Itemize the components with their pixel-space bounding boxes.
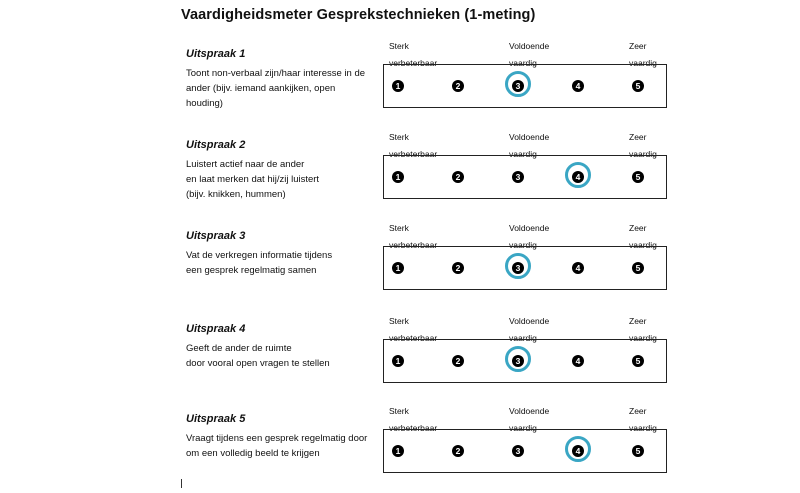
text-cursor <box>181 479 182 488</box>
scale-label-line: verbeterbaar <box>389 423 438 433</box>
rating-option-3[interactable]: 3 <box>512 262 524 274</box>
selected-rating-circle <box>505 253 531 279</box>
rating-option-3[interactable]: 3 <box>512 80 524 92</box>
scale-label-line: Sterk <box>389 223 409 233</box>
rating-option-5[interactable]: 5 <box>632 171 644 183</box>
statement-line: Toont non-verbaal zijn/haar interesse in de <box>186 68 366 79</box>
rating-option-5[interactable]: 5 <box>632 262 644 274</box>
statement-line: en laat merken dat hij/zij luistert <box>186 174 320 185</box>
statement-3 <box>0 218 800 310</box>
scale-label-line: verbeterbaar <box>389 240 438 250</box>
statement-line: door vooral open vragen te stellen <box>186 358 330 369</box>
scale-label-line: vaardig <box>629 149 657 159</box>
scale-label-line: Zeer <box>629 406 647 416</box>
rating-option-4[interactable]: 4 <box>572 80 584 92</box>
scale-label-line: verbeterbaar <box>389 58 438 68</box>
scale-label-line: Zeer <box>629 316 647 326</box>
scale-label-line: vaardig <box>629 333 657 343</box>
scale-label-line: Sterk <box>389 132 409 142</box>
rating-option-1[interactable]: 1 <box>392 80 404 92</box>
scale-label-line: vaardig <box>509 333 537 343</box>
statement-line: Vat de verkregen informatie tijdens <box>186 250 333 261</box>
scale-label-line: Zeer <box>629 41 647 51</box>
rating-option-3[interactable]: 3 <box>512 355 524 367</box>
rating-option-2[interactable]: 2 <box>452 262 464 274</box>
scale-label-line: vaardig <box>509 423 537 433</box>
selected-rating-circle <box>565 436 591 462</box>
rating-scale <box>383 155 667 199</box>
statement-heading: Uitspraak 4 <box>186 323 246 335</box>
rating-option-3[interactable]: 3 <box>512 171 524 183</box>
statement-line: Luistert actief naar de ander <box>186 159 305 170</box>
statement-line: Geeft de ander de ruimte <box>186 343 292 354</box>
statement-text <box>186 248 386 278</box>
rating-option-5[interactable]: 5 <box>632 355 644 367</box>
rating-option-1[interactable]: 1 <box>392 171 404 183</box>
statement-heading: Uitspraak 5 <box>186 413 246 425</box>
selected-rating-circle <box>565 162 591 188</box>
scale-label-line: vaardig <box>629 58 657 68</box>
statement-4 <box>0 311 800 403</box>
rating-option-4[interactable]: 4 <box>572 445 584 457</box>
scale-label-line: Sterk <box>389 406 409 416</box>
scale-label-line: Zeer <box>629 132 647 142</box>
statement-heading: Uitspraak 1 <box>186 48 246 60</box>
scale-label-line: Sterk <box>389 41 409 51</box>
rating-option-2[interactable]: 2 <box>452 445 464 457</box>
rating-option-2[interactable]: 2 <box>452 355 464 367</box>
scale-label-line: Voldoende <box>509 132 550 142</box>
scale-label-line: vaardig <box>509 149 537 159</box>
statement-line: houding) <box>186 98 223 109</box>
statement-heading: Uitspraak 2 <box>186 139 246 151</box>
rating-option-1[interactable]: 1 <box>392 445 404 457</box>
scale-label-line: Voldoende <box>509 223 550 233</box>
scale-label-line: vaardig <box>629 423 657 433</box>
scale-label-line: Sterk <box>389 316 409 326</box>
page-title: Vaardigheidsmeter Gesprekstechnieken (1-meting) <box>181 7 536 23</box>
scale-label-line: vaardig <box>629 240 657 250</box>
scale-label-line: verbeterbaar <box>389 333 438 343</box>
rating-scale <box>383 339 667 383</box>
statement-line: ander (bijv. iemand aankijken, open <box>186 83 336 94</box>
rating-option-5[interactable]: 5 <box>632 445 644 457</box>
rating-option-1[interactable]: 1 <box>392 355 404 367</box>
scale-label-line: Zeer <box>629 223 647 233</box>
statement-line: een gesprek regelmatig samen <box>186 265 317 276</box>
rating-option-2[interactable]: 2 <box>452 171 464 183</box>
statement-text <box>186 66 386 111</box>
scale-label-line: verbeterbaar <box>389 149 438 159</box>
scale-label-line: vaardig <box>509 58 537 68</box>
statement-line: om een volledig beeld te krijgen <box>186 448 320 459</box>
rating-option-1[interactable]: 1 <box>392 262 404 274</box>
scale-label-line: vaardig <box>509 240 537 250</box>
rating-scale <box>383 64 667 108</box>
rating-scale <box>383 429 667 473</box>
rating-option-4[interactable]: 4 <box>572 262 584 274</box>
scale-label-line: Voldoende <box>509 406 550 416</box>
rating-option-3[interactable]: 3 <box>512 445 524 457</box>
statement-text <box>186 431 386 461</box>
scale-label-line: Voldoende <box>509 41 550 51</box>
rating-option-4[interactable]: 4 <box>572 355 584 367</box>
selected-rating-circle <box>505 346 531 372</box>
statement-heading: Uitspraak 3 <box>186 230 246 242</box>
rating-option-4[interactable]: 4 <box>572 171 584 183</box>
rating-option-5[interactable]: 5 <box>632 80 644 92</box>
statement-1 <box>0 36 800 128</box>
statement-2 <box>0 127 800 219</box>
rating-option-2[interactable]: 2 <box>452 80 464 92</box>
statement-line: Vraagt tijdens een gesprek regelmatig door <box>186 433 368 444</box>
scale-label-line: Voldoende <box>509 316 550 326</box>
statement-text <box>186 157 386 202</box>
statement-5 <box>0 401 800 493</box>
statement-text <box>186 341 386 371</box>
statement-line: (bijv. knikken, hummen) <box>186 189 286 200</box>
rating-scale <box>383 246 667 290</box>
selected-rating-circle <box>505 71 531 97</box>
